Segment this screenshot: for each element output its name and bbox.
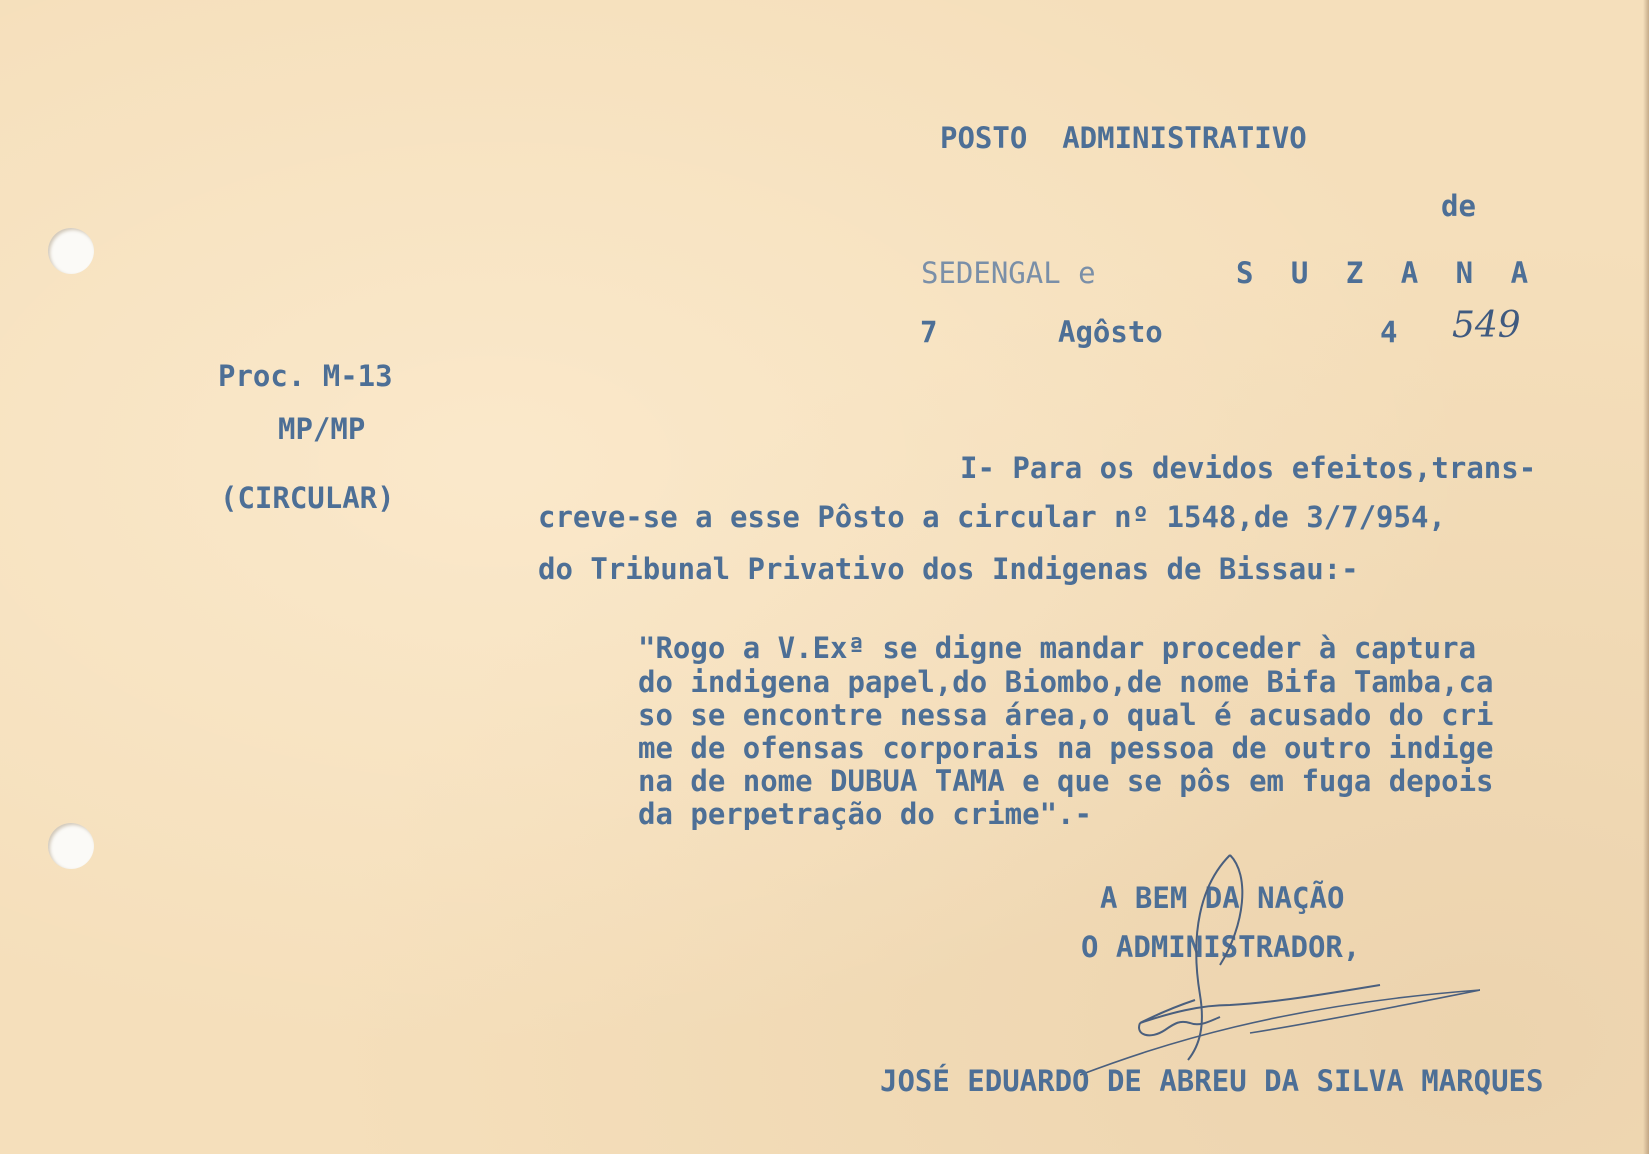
header-place-right: S U Z A N A — [1236, 256, 1539, 290]
quote-line-2: do indigena papel,do Biombo,de nome Bifa Tamba,ca — [638, 665, 1494, 699]
date-handwritten: 549 — [1452, 305, 1521, 346]
header-place-left: SEDENGAL e — [921, 256, 1096, 290]
date-day: 7 — [920, 315, 938, 349]
closing-salutation: A BEM DA NAÇÃO — [1100, 881, 1345, 915]
punch-hole-top — [48, 228, 94, 274]
header-de: de — [1441, 189, 1476, 223]
quote-line-5: na de nome DUBUA TAMA e que se pôs em fuga depois — [638, 764, 1494, 798]
date-number: 4 — [1380, 315, 1398, 349]
page-edge-shadow — [1643, 0, 1649, 1154]
intro-line-3: do Tribunal Privativo dos Indigenas de Bissau:- — [538, 552, 1359, 586]
closing-title: O ADMINISTRADOR, — [1081, 930, 1361, 964]
reference-code: MP/MP — [278, 412, 366, 446]
quote-line-4: me de ofensas corporais na pessoa de outro indige — [638, 731, 1494, 765]
punch-hole-bottom — [48, 823, 94, 869]
intro-line-2: creve-se a esse Pôsto a circular nº 1548,de 3/7/954, — [538, 500, 1446, 534]
administrator-name: JOSÉ EDUARDO DE ABREU DA SILVA MARQUES — [880, 1064, 1544, 1098]
intro-line-1: I- Para os devidos efeitos,trans- — [960, 451, 1537, 485]
date-month: Agôsto — [1058, 315, 1163, 349]
process-number: Proc. M-13 — [218, 359, 393, 393]
document-type: (CIRCULAR) — [220, 481, 395, 515]
quote-line-1: "Rogo a V.Exª se digne mandar proceder à captura — [638, 631, 1477, 665]
handwritten-signature — [1080, 845, 1480, 1085]
header-office-title: POSTO ADMINISTRATIVO — [940, 121, 1307, 155]
quote-line-6: da perpetração do crime".- — [638, 797, 1092, 831]
quote-line-3: so se encontre nessa área,o qual é acusado do cri — [638, 698, 1494, 732]
